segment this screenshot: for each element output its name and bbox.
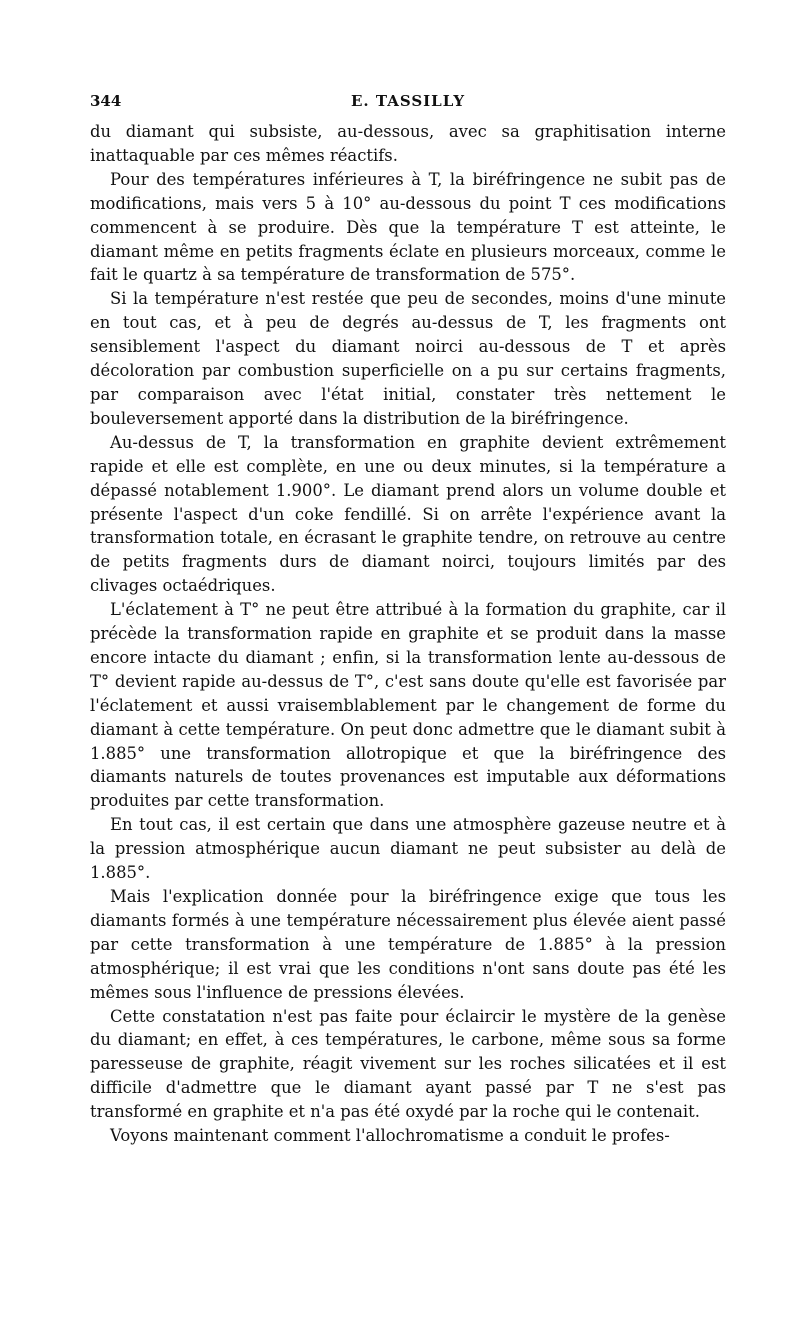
paragraph-neutral-atmosphere: En tout cas, il est certain que dans une atmosphère gazeuse neutre et à la pression atmosphérique aucun diamant ne peut subsister au delà de 1.885°. (90, 815, 726, 883)
paragraph-short-heating: Si la température n'est restée que peu de secondes, moins d'une minute en tout cas, et à peu de degrés au-dessus de T, les fragments ont sensiblement l'aspect du diamant noirci au-dessous de T et après décoloration par combustion superficielle on a pu sur certains fragments, par comparaison avec l'état initial, constater très nettement le bouleversement apporté dans la distribution de la biréfringence. (90, 289, 726, 428)
paragraph-birefringence-temperature: Pour des températures inférieures à T, la biréfringence ne subit pas de modifications, mais vers 5 à 10° au-dessous du point T ces modifications commencent à se produire. Dès que la température T est atteinte, le diamant même en petits fragments éclate en plusieurs morceaux, comme le fait le quartz à sa température de transformation de 575°. (90, 169, 726, 285)
body-text (90, 120, 726, 1148)
paragraph-genesis-mystery: Cette constatation n'est pas faite pour éclaircir le mystère de la genèse du diamant; en effet, à ces températures, le carbone, même sous sa forme paresseuse de graphite, réagit vivement sur les roches silicatées et il est difficile d'admettre que le diamant ayant passé par T ne s'est pas transformé en graphite et n'a pas été oxydé par la roche qui le contenait. (90, 1006, 726, 1122)
paragraph-explanation: Mais l'explication donnée pour la biréfringence exige que tous les diamants formés à une température nécessairement plus élevée aient passé par cette transformation à une température de 1.885° à la pression atmosphérique; il est vrai que les conditions n'ont sans doute pas été les mêmes sous l'influence de pressions élevées. (90, 887, 726, 1002)
paragraph-graphite-transformation: Au-dessus de T, la transformation en graphite devient extrêmement rapide et elle est complète, en une ou deux minutes, si la température a dépassé notablement 1.900°. Le diamant prend alors un volume double et présente l'aspect d'un coke fendillé. Si on arrête l'expérience avant la transformation totale, en écrasant le graphite tendre, on retrouve au centre de petits fragments durs de diamant noirci, toujours limités par des clivages octaédriques. (90, 432, 726, 596)
running-head (90, 92, 726, 120)
paragraph-continuation: du diamant qui subsiste, au-dessous, avec sa graphitisation interne inattaquable par ces mêmes réactifs. (90, 122, 726, 165)
page-number: 344 (90, 92, 122, 110)
paragraph-eclatement: L'éclatement à T° ne peut être attribué à la formation du graphite, car il précède la transformation rapide en graphite et se produit dans la masse encore intacte du diamant ; enfin, si la transformation lente au-dessous de T° devient rapide au-dessus de T°, c'est sans doute qu'elle est favorisée par l'éclatement et aussi vraisemblablement par le changement de forme du diamant à cette température. On peut donc admettre que le diamant subit à 1.885° une transformation allotropique et que la biréfringence des diamants naturels de toutes provenances est imputable aux déformations produites par cette transformation. (90, 600, 726, 811)
paragraph-allochromatism: Voyons maintenant comment l'allochromatisme a conduit le profes- (110, 1126, 670, 1146)
running-title: E. TASSILLY (350, 92, 466, 110)
document-page (90, 92, 726, 1148)
